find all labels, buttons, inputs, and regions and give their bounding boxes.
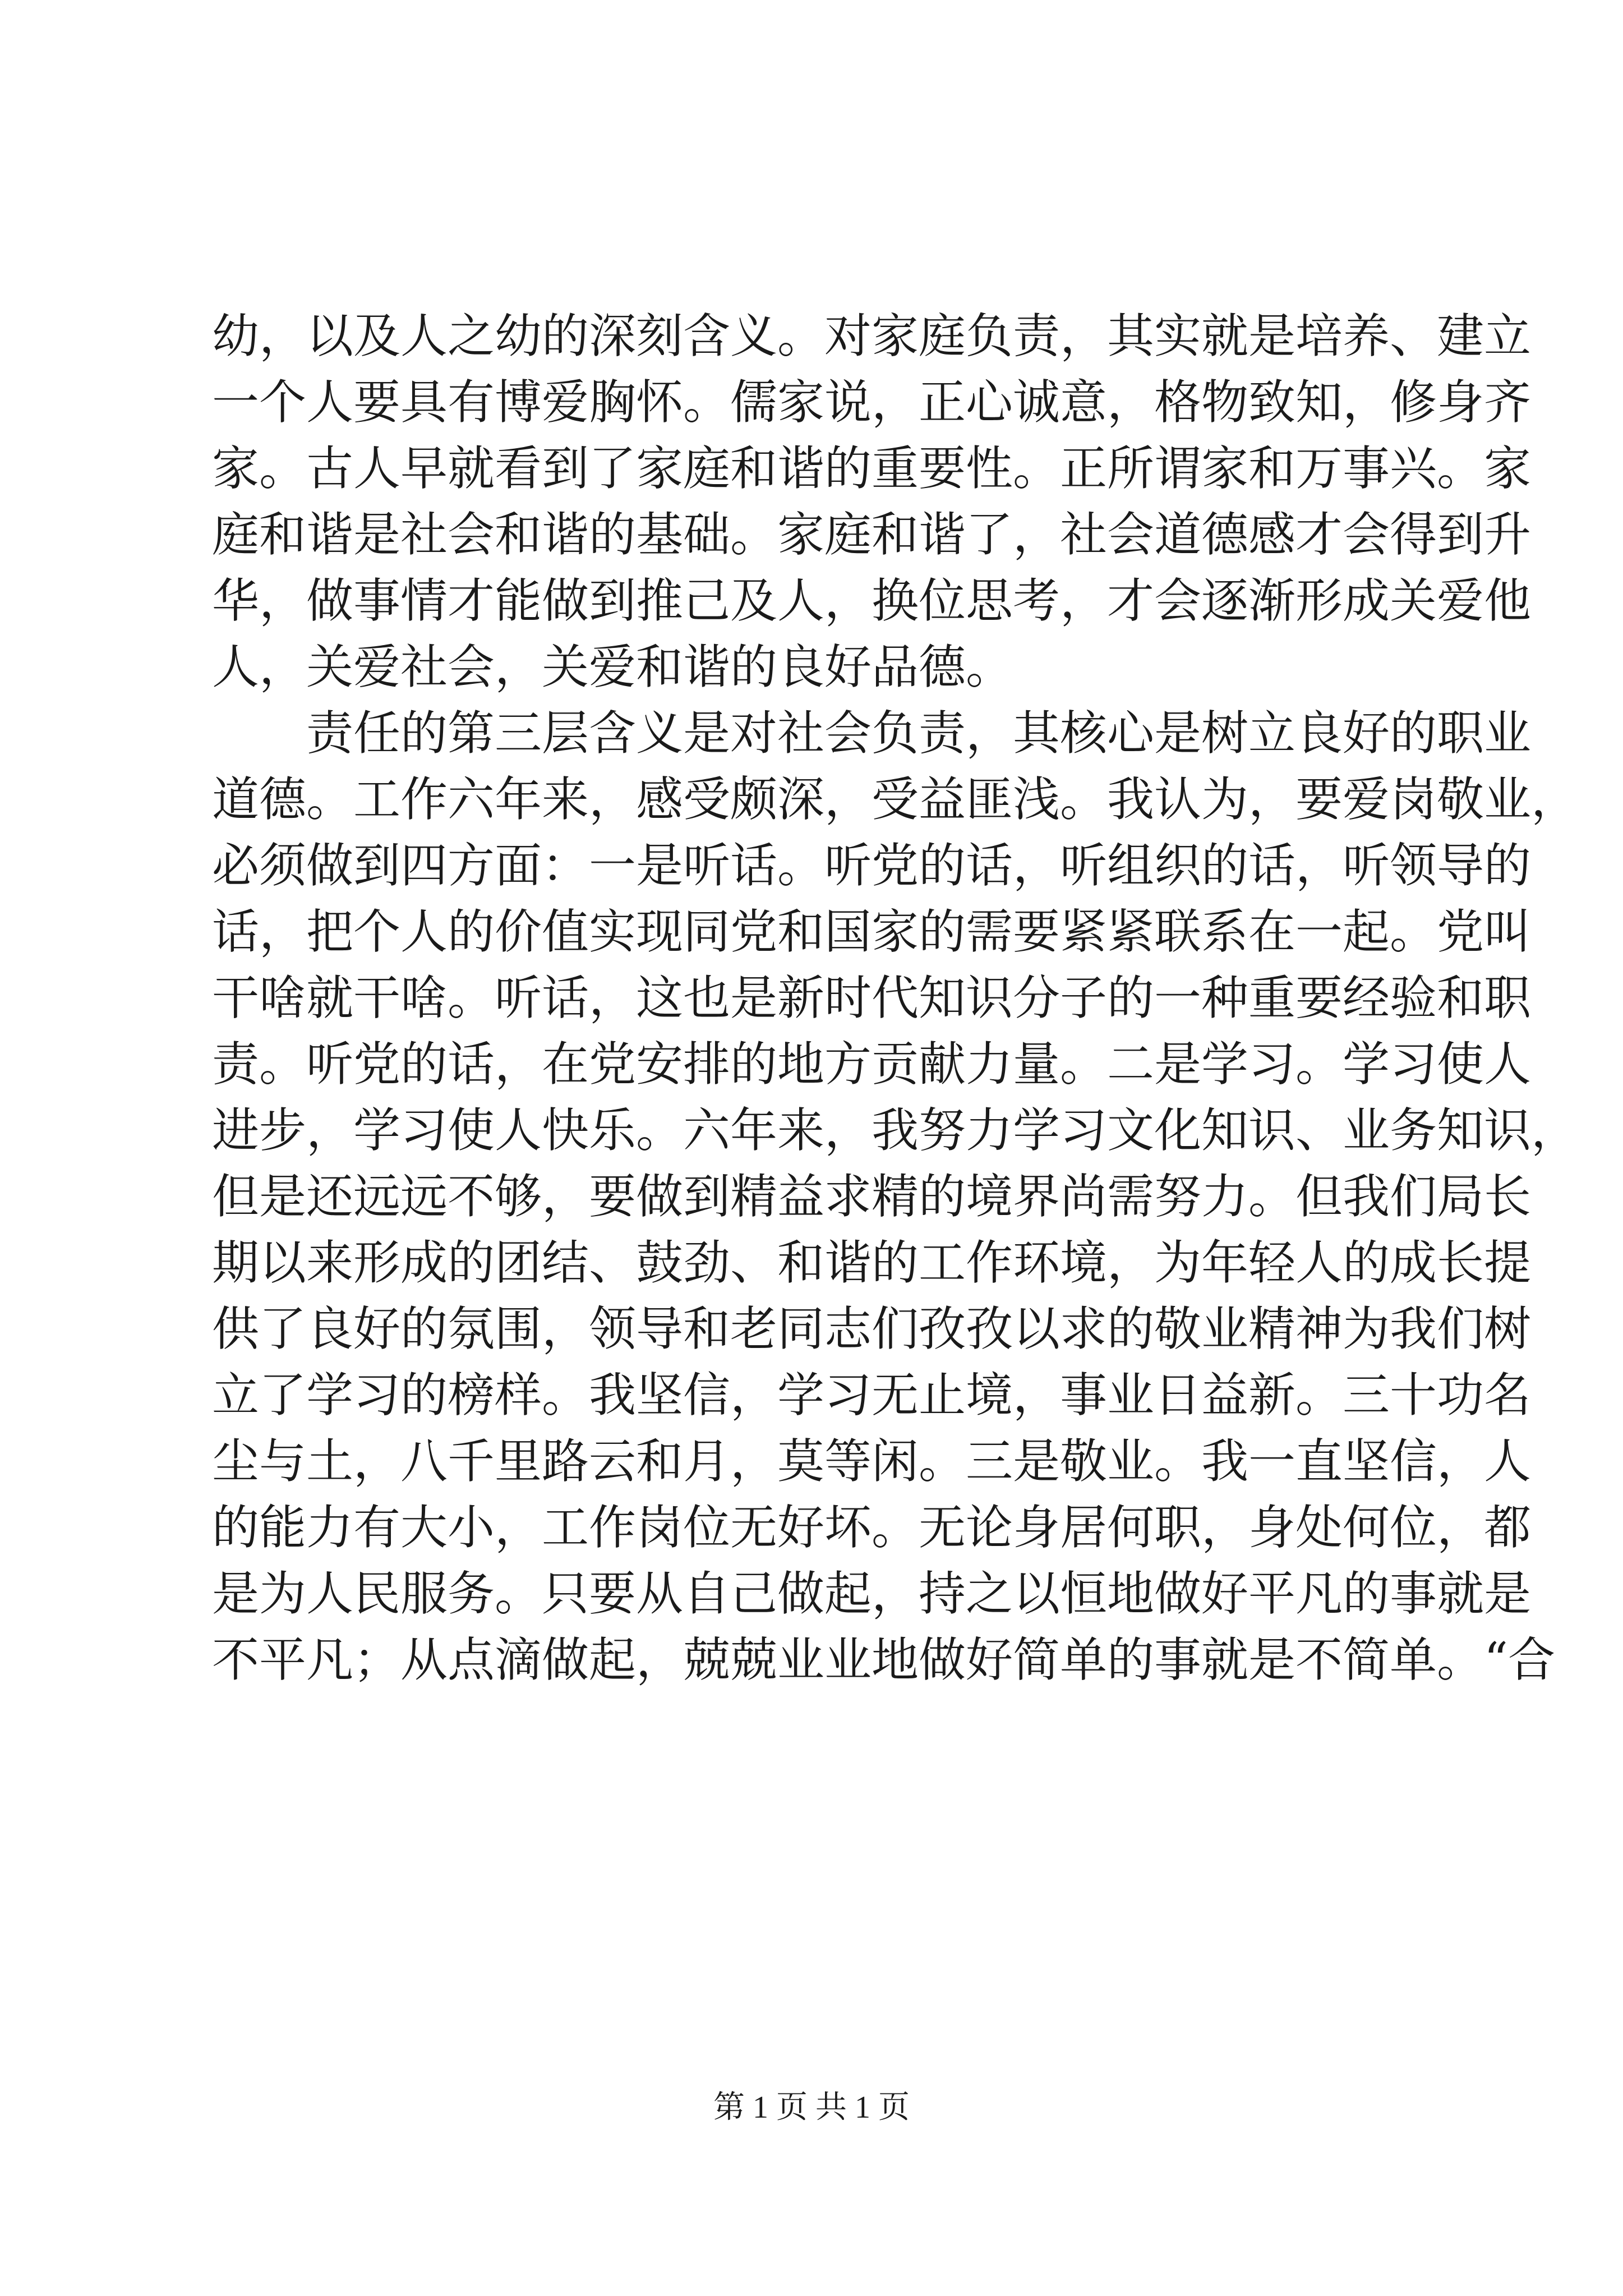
text-line: 人，关爱社会，关爱和谐的良好品德。: [212, 639, 1013, 694]
paragraph: [212, 700, 1579, 1693]
text-line: 庭和谐是社会和谐的基础。家庭和谐了，社会道德感才会得到升: [212, 507, 1532, 562]
text-line: 供了良好的氛围，领导和老同志们孜孜以求的敬业精神为我们树: [212, 1301, 1532, 1356]
text-line: 一个人要具有博爱胸怀。儒家说，正心诚意，格物致知，修身齐: [212, 375, 1532, 430]
text-line: 道德。工作六年来，感受颇深，受益匪浅。我认为，要爱岗敬业，: [212, 772, 1579, 827]
text-line: 话，把个人的价值实现同党和国家的需要紧紧联系在一起。党叫: [212, 904, 1532, 959]
text-line: 责。听党的话，在党安排的地方贡献力量。二是学习。学习使人: [212, 1037, 1532, 1092]
text-line: 立了学习的榜样。我坚信，学习无止境，事业日益新。三十功名: [212, 1368, 1532, 1423]
text-line: 但是还远远不够，要做到精益求精的境界尚需努力。但我们局长: [212, 1169, 1532, 1224]
text-line: 的能力有大小，工作岗位无好坏。无论身居何职，身处何位，都: [212, 1500, 1532, 1555]
text-line: 责任的第三层含义是对社会负责，其核心是树立良好的职业: [306, 706, 1532, 761]
text-line: 不平凡；从点滴做起，兢兢业业地做好简单的事就是不简单。“合: [212, 1632, 1555, 1687]
text-line: 家。古人早就看到了家庭和谐的重要性。正所谓家和万事兴。家: [212, 441, 1532, 496]
text-line: 尘与土，八千里路云和月，莫等闲。三是敬业。我一直坚信，人: [212, 1434, 1532, 1489]
text-line: 期以来形成的团结、鼓劲、和谐的工作环境，为年轻人的成长提: [212, 1235, 1532, 1290]
page-footer: 第 1 页 共 1 页: [713, 2090, 910, 2125]
text-line: 幼，以及人之幼的深刻含义。对家庭负责，其实就是培养、建立: [212, 309, 1532, 364]
text-line: 华，做事情才能做到推己及人，换位思考，才会逐渐形成关爱他: [212, 573, 1532, 628]
text-line: 是为人民服务。只要从自己做起，持之以恒地做好平凡的事就是: [212, 1566, 1532, 1621]
document-body: [212, 303, 1579, 1693]
text-line: 干啥就干啥。听话，这也是新时代知识分子的一种重要经验和职: [212, 970, 1532, 1025]
text-line: 进步，学习使人快乐。六年来，我努力学习文化知识、业务知识，: [212, 1103, 1579, 1158]
text-line: 必须做到四方面：一是听话。听党的话，听组织的话，听领导的: [212, 838, 1532, 893]
paragraph: [212, 303, 1532, 700]
